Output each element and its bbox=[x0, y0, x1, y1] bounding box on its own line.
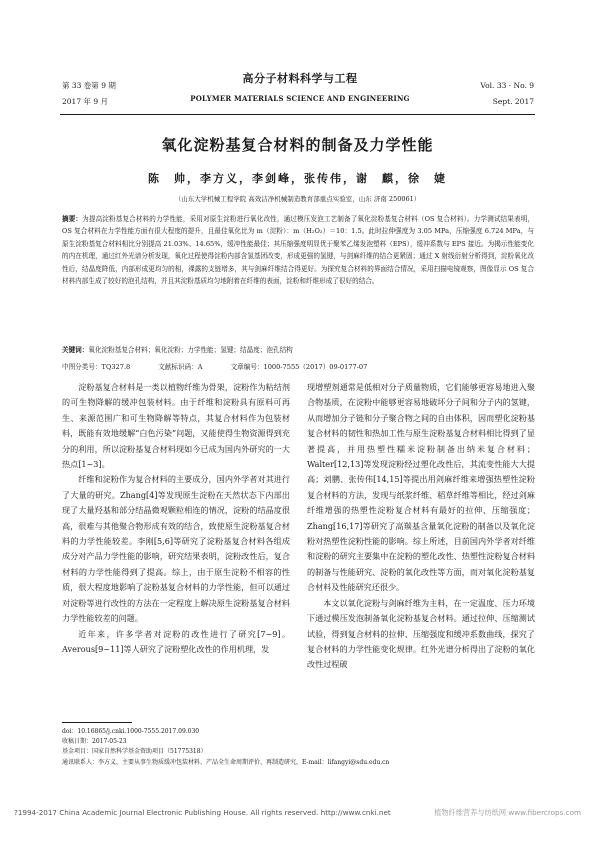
volume-issue-cn: 第 33 卷第 9 期 bbox=[62, 81, 116, 90]
footnote-divider bbox=[62, 722, 132, 723]
article-number: 文章编号：1000-7555（2017）09-0177-07 bbox=[230, 363, 368, 371]
footnote-corresponding: 通讯联系人：李方义，主要从事生物质缓冲包装材料、产品全生命周期评价、再制造研究，E-mail：lifangyi@sdu.edu.cn bbox=[62, 758, 390, 766]
body-paragraph: 近年来，许多学者对淀粉的改性进行了研究[7~9]。Averous[9~11]等人研究了淀粉塑化改性的作用机理，发 bbox=[62, 628, 290, 654]
header-left bbox=[62, 78, 116, 110]
bottom-notice bbox=[14, 808, 581, 818]
affiliation: （山东大学机械工程学院 高效洁净机械制造教育部重点实验室，山东 济南 250061） bbox=[174, 195, 421, 203]
clc-number: 中图分类号：TQ327.8 bbox=[62, 363, 131, 371]
abstract-text: 为提高淀粉基复合材料的力学性能，采用对原生淀粉进行氧化改性，通过模压发泡工艺制备了氧化淀粉基复合材料（OS 复合材料）。力学测试结果表明，OS 复合材料在力学性能方面有很大程度的提升，且最佳氧化比为 m（淀粉）：m（H₂O₂）＝10：1.5。此时拉伸强度为 3.05 MPa，压缩强度 6.724 MPa，与原生淀粉基复合材料相比分别提高 21.03%、14.65%，缓冲性能最佳；其压缩强度明显优于聚苯乙烯发泡塑料（EPS），缓冲系数与 EPS 接近。为揭示性能变化的内在机理，通过红外光谱分析发现，氧化过程使得淀粉内部含氢基团改变，形成更强的氢键，与剑麻纤维的结合更紧固；通过 X 射线衍射分析得到，淀粉氧化改性后，结晶度降低，内部形成更均匀的相，裸露的支链增多，其与剑麻纤维结合得更好。为探究复合材料的界面结合情况，采用扫描电镜观察，图像显示 OS 复合材料内部生成了较好的泡孔结构，并且其淀粉基质均匀地附着在纤维的表面，淀粉和纤维形成了很好的结合。 bbox=[62, 215, 535, 286]
footnote-doi: doi：10.16865/j.cnki.1000-7555.2017.09.030 bbox=[62, 728, 200, 735]
author-list: 陈 帅，李方义，李剑峰，张传伟，谢 麒，徐 婕 bbox=[148, 172, 447, 185]
keywords-text: 氧化淀粉基复合材料；氧化淀粉；力学性能；氢键；结晶度；泡孔结构 bbox=[88, 346, 293, 354]
body-paragraph: 本文以氧化淀粉与剑麻纤维为主料，在一定温度、压力环境下通过模压发泡制备氧化淀粉基复合材料。通过拉伸、压缩测试试验，得到复合材料的拉伸、压缩强度和缓冲系数曲线，探究了复合材料的力学性能变化规律。红外光谱分析得出了淀粉的氧化改性过程破 bbox=[307, 597, 535, 670]
copyright-notice: ?1994-2017 China Academic Journal Electronic Publishing House. All rights reserved. http://www.cnki.net bbox=[14, 808, 391, 817]
keywords bbox=[62, 344, 534, 356]
body-paragraph: 纤维和淀粉作为复合材料的主要成分，国内外学者对其进行了大量的研究。Zhang[4]等发现原生淀粉在天然状态下内部出现了大量羟基和部分结晶微观颗粒相连的情况，淀粉的结晶度很高，很难与其他聚合物形成有效的结合，致使原生淀粉基复合材料的力学性能较差。李刚[5,6]等研究了淀粉基复合材料各组成成分对产品力学性能的影响，研究结果表明，淀粉改性后，复合材料的力学性能得到了提高。综上，由于原生淀粉不相容的性质，很大程度地影响了淀粉基复合材料的力学性能，但可以通过对淀粉等进行改性的方法在一定程度上解决原生淀粉基复合材料力学性能较差的问题。 bbox=[62, 474, 290, 624]
date-en: Sept. 2017 bbox=[492, 97, 534, 106]
body-column-right bbox=[307, 380, 535, 673]
keywords-label: 关键词： bbox=[62, 346, 89, 354]
footnote-received: 收稿日期：2017-05-23 bbox=[62, 738, 127, 746]
body-paragraph: 现增塑剂通常是低相对分子质量物质，它们能够更容易地进入聚合物基质，在淀粉中能够更容易地破坏分子间和分子内的氢键，从而增加分子链和分子聚合物之间的自由体积，因而塑化淀粉基复合材料的韧性和热加工性与原生淀粉基复合材料相比得到了显著提高，并用热塑性糯米淀粉制备出纳米复合材料；Walter[12,13]等发现淀粉经过塑化改性后，其流变性能大大提高；刘鹏、张传伟[14,15]等提出用剑麻纤维来增强热塑性淀粉复合材料的方法，发现与纸浆纤维、稻草纤维等相比，经过剑麻纤维增强的热塑性淀粉复合材料有最好的拉伸、压缩强度；Zhang[16,17]等研究了高羰基含量氧化淀粉的制备以及氧化淀粉对热塑性淀粉性能的影响。综上所述，目前国内外学者对纤维和淀粉的研究主要集中在淀粉的塑化改性、热塑性淀粉复合材料的制备与性能研究、淀粉的氧化改性等方面，而对氧化淀粉基复合材料及性能研究还很少。 bbox=[307, 382, 535, 593]
date-cn: 2017 年 9 月 bbox=[62, 97, 109, 106]
journal-name-cn: 高分子材料科学与工程 bbox=[242, 72, 358, 85]
volume-issue-en: Vol. 33 · No. 9 bbox=[480, 81, 534, 90]
document-code: 文献标识码：A bbox=[158, 363, 203, 371]
abstract bbox=[62, 213, 534, 287]
abstract-label: 摘要： bbox=[62, 215, 83, 223]
header-right bbox=[480, 78, 534, 110]
body-column-left bbox=[62, 380, 290, 657]
journal-name-block bbox=[150, 70, 450, 103]
footnote-funding: 基金项目：国家自然科学基金资助项目（51775318） bbox=[62, 748, 207, 756]
body-paragraph: 淀粉基复合材料是一类以植物纤维为骨架，淀粉作为粘结剂的可生物降解的缓冲包装材料。由于纤维和淀粉具有原料可再生、来源范围广和可生物降解等特点，其复合材料作为包装材料，既能有效地缓解“白色污染”问题，又能使得生物资源得到充分的利用，所以淀粉基复合材料现如今已成为国内外研究的一大热点[1~3]。 bbox=[62, 382, 290, 470]
header-divider bbox=[60, 114, 535, 115]
paper-title: 氧化淀粉基复合材料的制备及力学性能 bbox=[161, 136, 434, 154]
journal-name-en: POLYMER MATERIALS SCIENCE AND ENGINEERING bbox=[190, 94, 410, 103]
watermark-text: 植物纤维营养与纺纸网 www.fibercrops.com bbox=[434, 808, 581, 817]
footnotes bbox=[62, 727, 534, 768]
classification-row bbox=[62, 361, 367, 371]
